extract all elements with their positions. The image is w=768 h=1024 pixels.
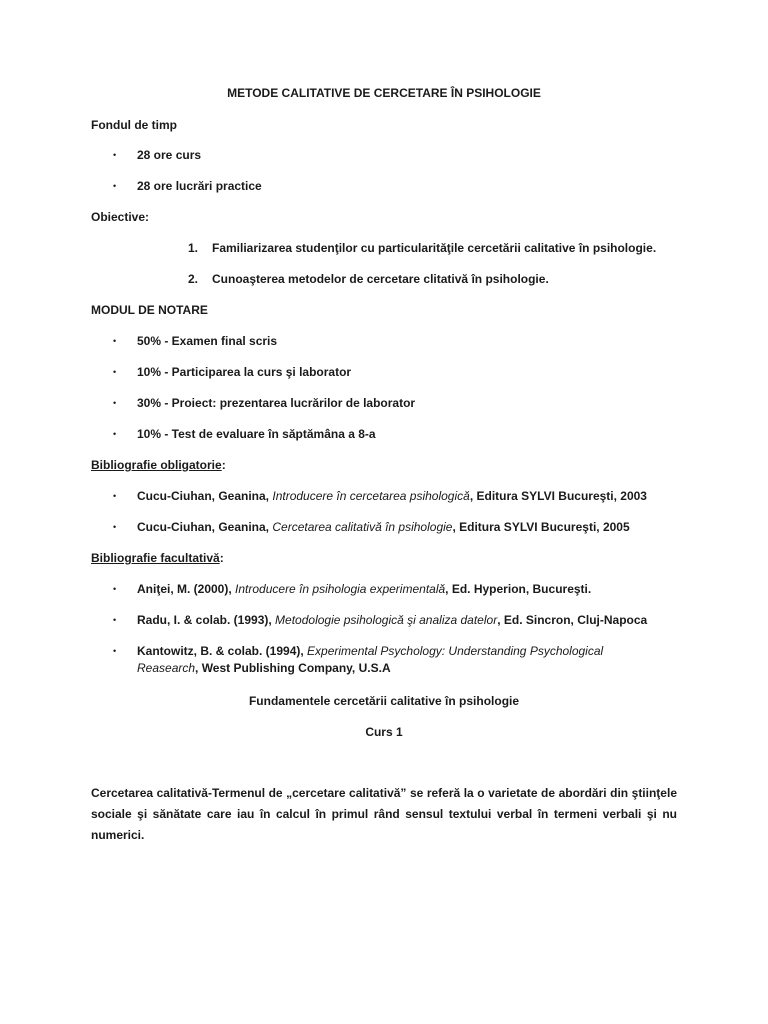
bullet-icon: • bbox=[113, 150, 117, 160]
bullet-icon: • bbox=[113, 429, 117, 439]
notare-heading: MODUL DE NOTARE bbox=[91, 303, 208, 317]
bib-obligatorie-entry bbox=[137, 520, 630, 535]
bib-facultativa-heading-text: Bibliografie facultativă bbox=[91, 551, 220, 565]
bullet-icon: • bbox=[113, 336, 117, 346]
bib-author: Cucu-Ciuhan, Geanina, bbox=[137, 520, 273, 534]
bib-title: Cercetarea calitativă în psihologie bbox=[272, 520, 453, 534]
bib-author: Radu, I. & colab. (1993), bbox=[137, 613, 276, 627]
notare-item: 10% - Participarea la curs şi laborator bbox=[137, 365, 352, 379]
bullet-icon: • bbox=[113, 491, 117, 501]
course-label: Curs 1 bbox=[365, 725, 403, 739]
fond-item: 28 ore curs bbox=[137, 148, 202, 162]
objective-number: 1. bbox=[188, 241, 199, 255]
bib-author: Kantowitz, B. & colab. (1994), bbox=[137, 644, 308, 658]
body-paragraph: Cercetarea calitativă-Termenul de „cercetare calitativă” se referă la o varietate de abordări din ştiinţele sociale şi sănătate care iau în calcul în primul rând sensul textului verbal în termeni verbali şi nu numerici. bbox=[91, 786, 677, 842]
bullet-icon: • bbox=[113, 615, 117, 625]
bib-facultativa-entry bbox=[137, 582, 591, 597]
bib-title: Introducere în cercetarea psihologică bbox=[272, 489, 470, 503]
bib-publisher: , Editura SYLVI Bucureşti, 2003 bbox=[469, 489, 647, 503]
bib-title: Experimental Psychology: Understanding Psychological Reasearch bbox=[137, 644, 604, 675]
bib-author: Cucu-Ciuhan, Geanina, bbox=[137, 489, 273, 503]
fond-heading: Fondul de timp bbox=[91, 118, 177, 132]
document-title: METODE CALITATIVE DE CERCETARE ÎN PSIHOLOGIE bbox=[227, 86, 541, 100]
bib-facultativa-colon: : bbox=[219, 551, 224, 565]
bib-obligatorie-colon: : bbox=[221, 458, 226, 472]
bib-publisher: , West Publishing Company, U.S.A bbox=[195, 661, 391, 675]
objective-number: 2. bbox=[188, 272, 199, 286]
notare-item: 50% - Examen final scris bbox=[137, 334, 278, 348]
bullet-icon: • bbox=[113, 367, 117, 377]
bib-obligatorie-heading bbox=[91, 458, 226, 473]
bib-publisher: , Ed. Sincron, Cluj-Napoca bbox=[497, 613, 648, 627]
bib-title: Introducere în psihologia experimentală bbox=[235, 582, 446, 596]
bib-publisher: , Ed. Hyperion, Bucureşti. bbox=[445, 582, 592, 596]
bib-facultativa-entry bbox=[137, 643, 657, 677]
objective-text: Cunoaşterea metodelor de cercetare clitativă în psihologie. bbox=[212, 272, 549, 286]
bib-publisher: , Editura SYLVI Bucureşti, 2005 bbox=[452, 520, 630, 534]
bib-title: Metodologie psihologică şi analiza datelor bbox=[275, 613, 498, 627]
bib-facultativa-heading bbox=[91, 551, 224, 566]
objective-text: Familiarizarea studenţilor cu particularităţile cercetării calitative în psihologie. bbox=[212, 241, 657, 255]
bullet-icon: • bbox=[113, 522, 117, 532]
bullet-icon: • bbox=[113, 584, 117, 594]
bullet-icon: • bbox=[113, 646, 117, 656]
bib-author: Aniţei, M. (2000), bbox=[137, 582, 236, 596]
bib-obligatorie-heading-text: Bibliografie obligatorie bbox=[91, 458, 222, 472]
bib-obligatorie-entry bbox=[137, 489, 647, 504]
section-title: Fundamentele cercetării calitative în psihologie bbox=[248, 694, 520, 708]
bullet-icon: • bbox=[113, 181, 117, 191]
notare-item: 10% - Test de evaluare în săptămâna a 8-a bbox=[137, 427, 376, 441]
bib-facultativa-entry bbox=[137, 613, 647, 628]
bullet-icon: • bbox=[113, 398, 117, 408]
fond-item: 28 ore lucrări practice bbox=[137, 179, 262, 193]
obiective-heading: Obiective: bbox=[91, 210, 150, 224]
notare-item: 30% - Proiect: prezentarea lucrărilor de laborator bbox=[137, 396, 416, 410]
